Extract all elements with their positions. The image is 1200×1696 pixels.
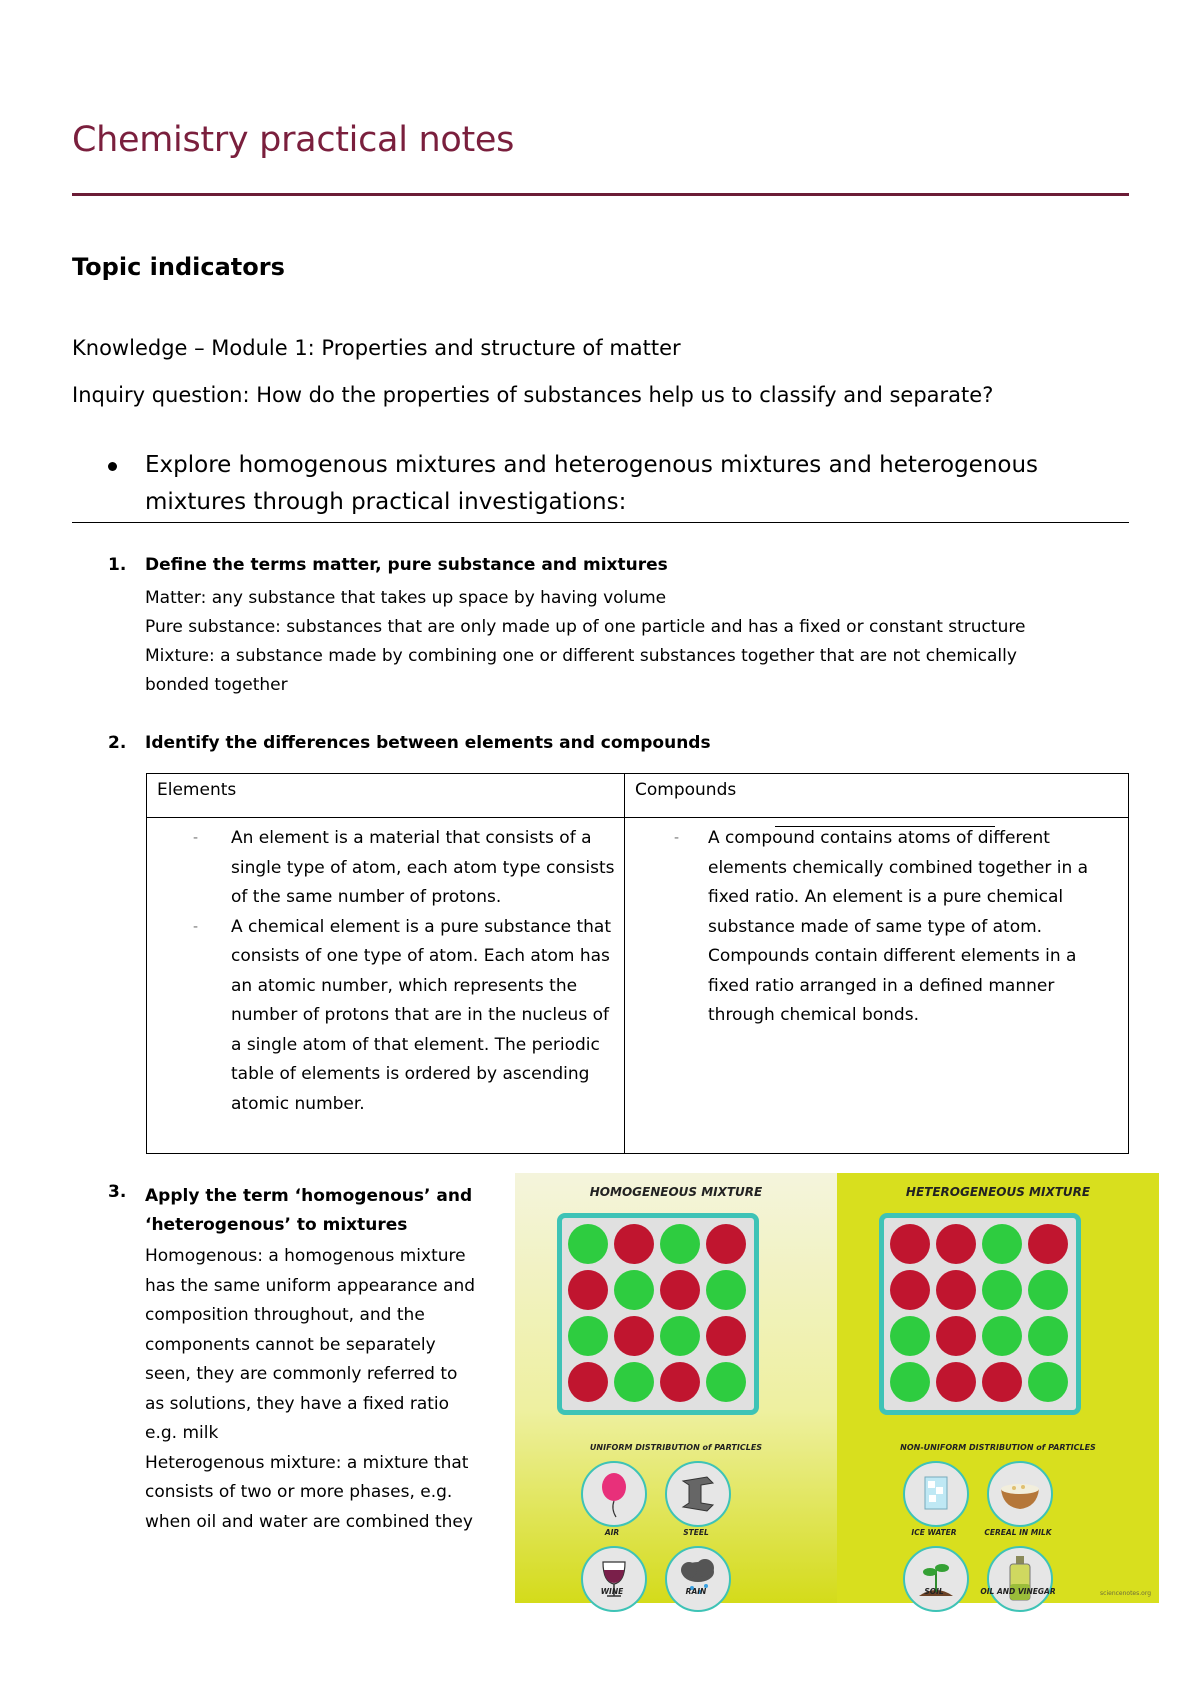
table-body-row <box>147 818 1129 1154</box>
topic-indicators-heading: Topic indicators <box>72 253 285 281</box>
red-particle <box>1028 1224 1068 1264</box>
homogeneous-panel <box>515 1173 837 1603</box>
compounds-cell-line <box>775 826 995 827</box>
red-particle <box>568 1270 608 1310</box>
example-label: SOIL <box>924 1587 944 1596</box>
body-line: Homogenous: a homogenous mixture <box>145 1246 466 1266</box>
body-line: seen, they are commonly referred to <box>145 1364 458 1384</box>
red-particle <box>890 1224 930 1264</box>
heterogeneous-panel <box>837 1173 1159 1603</box>
green-particle <box>982 1316 1022 1356</box>
definition-line: bonded together <box>145 675 288 695</box>
section-1-number: 1. <box>108 555 127 575</box>
section-3-heading-line: ‘heterogenous’ to mixtures <box>145 1215 408 1235</box>
green-particle <box>568 1316 608 1356</box>
bullet-divider <box>72 522 1129 523</box>
red-particle <box>936 1316 976 1356</box>
red-particle <box>706 1224 746 1264</box>
ice-water-icon <box>903 1461 969 1527</box>
bullet-icon <box>108 462 117 471</box>
red-particle <box>614 1316 654 1356</box>
section-3-body <box>145 1242 505 1537</box>
compound-text: A compound contains atoms of different elements chemically combined together in a fixed ratio. An element is a pure chemical substance made of same type of atom. Compounds contain different elements in a fixed ratio arranged in a defined manner through chemical bonds. <box>708 828 1089 1025</box>
green-particle <box>660 1224 700 1264</box>
green-particle <box>660 1316 700 1356</box>
homogeneous-particle-grid <box>557 1213 759 1415</box>
green-particle <box>568 1224 608 1264</box>
body-line: when oil and water are combined they <box>145 1511 473 1532</box>
elements-header: Elements <box>147 774 625 818</box>
example-label: RAIN <box>685 1587 707 1596</box>
knowledge-line: Knowledge – Module 1: Properties and structure of matter <box>72 336 681 360</box>
element-point: - A chemical element is a pure substance that consists of one type of atom. Each atom has an atomic number, which represents the number of protons that are in the nucleus of a single atom of that element. The periodic table of elements is ordered by ascending atomic number. <box>147 913 616 1120</box>
red-particle <box>936 1224 976 1264</box>
body-line: has the same uniform appearance and <box>145 1275 476 1296</box>
balloon-icon <box>581 1461 647 1527</box>
example-label: ICE WATER <box>911 1528 957 1537</box>
infographic-credit: sciencenotes.org <box>1100 1590 1151 1597</box>
section-3-heading <box>145 1182 472 1240</box>
red-particle <box>706 1316 746 1356</box>
section-3-number: 3. <box>108 1182 127 1202</box>
steel-beam-icon <box>665 1461 731 1527</box>
elements-cell <box>147 818 625 1154</box>
section-2-number: 2. <box>108 733 127 753</box>
example-label: STEEL <box>683 1528 709 1537</box>
element-point: - An element is a material that consists of a single type of atom, each atom type consists of the same number of protons. <box>147 824 616 913</box>
green-particle <box>1028 1362 1068 1402</box>
red-particle <box>936 1362 976 1402</box>
section-3-heading-line: Apply the term ‘homogenous’ and <box>145 1186 473 1206</box>
body-line: e.g. milk <box>145 1423 219 1443</box>
red-particle <box>890 1270 930 1310</box>
body-line: consists of two or more phases, e.g. <box>145 1482 453 1502</box>
soil-plant-icon <box>903 1546 969 1612</box>
example-label: AIR <box>604 1528 620 1537</box>
heterogeneous-particle-grid <box>879 1213 1081 1415</box>
green-particle <box>982 1270 1022 1310</box>
explore-bullet: Explore homogenous mixtures and heterogenous mixtures and heterogenous mixtures through practical investigations: <box>145 452 1039 515</box>
homogeneous-subtitle: UNIFORM DISTRIBUTION of PARTICLES <box>589 1443 763 1452</box>
rain-cloud-icon <box>665 1546 731 1612</box>
compounds-header: Compounds <box>625 774 1129 818</box>
green-particle <box>982 1224 1022 1264</box>
section-1-heading: Define the terms matter, pure substance and mixtures <box>145 555 668 575</box>
title-divider <box>72 193 1129 196</box>
heterogeneous-title: HETEROGENEOUS MIXTURE <box>905 1185 1091 1199</box>
green-particle <box>614 1362 654 1402</box>
red-particle <box>614 1224 654 1264</box>
section-2-heading: Identify the differences between elements and compounds <box>145 733 711 753</box>
green-particle <box>614 1270 654 1310</box>
green-particle <box>890 1362 930 1402</box>
green-particle <box>706 1270 746 1310</box>
compounds-cell <box>625 818 1129 1154</box>
mixture-infographic <box>515 1173 1159 1603</box>
red-particle <box>660 1270 700 1310</box>
definition-line: Matter: any substance that takes up space by having volume <box>145 588 667 608</box>
body-line: as solutions, they have a fixed ratio <box>145 1393 450 1414</box>
example-label: WINE <box>600 1587 624 1596</box>
definition-line: Mixture: a substance made by combining one or different substances together that are not chemically <box>145 646 1017 666</box>
red-particle <box>936 1270 976 1310</box>
wine-glass-icon <box>581 1546 647 1612</box>
inquiry-question: Inquiry question: How do the properties of substances help us to classify and separate? <box>72 383 994 407</box>
green-particle <box>706 1362 746 1402</box>
homogeneous-title: HOMOGENEOUS MIXTURE <box>589 1185 763 1199</box>
elements-compounds-table <box>146 773 1129 1154</box>
red-particle <box>660 1362 700 1402</box>
document-title: Chemistry practical notes <box>72 120 515 160</box>
oil-vinegar-bottle-icon <box>987 1546 1053 1612</box>
green-particle <box>1028 1316 1068 1356</box>
red-particle <box>568 1362 608 1402</box>
definition-line: Pure substance: substances that are only made up of one particle and has a fixed or constant structure <box>145 617 1026 637</box>
section-1-definitions <box>145 584 1105 700</box>
green-particle <box>890 1316 930 1356</box>
heterogeneous-subtitle: NON-UNIFORM DISTRIBUTION of PARTICLES <box>900 1443 1096 1452</box>
body-line: composition throughout, and the <box>145 1305 425 1325</box>
compound-point: - A compound contains atoms of different elements chemically combined together in a fixed ratio. An element is a pure chemical substance made of same type of atom. Compounds contain different elements in a fixed ratio arranged in a defined manner through chemical bonds. <box>674 828 1089 1025</box>
cereal-bowl-icon <box>987 1461 1053 1527</box>
body-line: components cannot be separately <box>145 1334 436 1355</box>
green-particle <box>1028 1270 1068 1310</box>
body-line: Heterogenous mixture: a mixture that <box>145 1452 469 1473</box>
example-label: CEREAL IN MILK <box>984 1528 1052 1537</box>
example-label: OIL AND VINEGAR <box>980 1587 1056 1596</box>
table-header-row <box>147 774 1129 818</box>
red-particle <box>982 1362 1022 1402</box>
